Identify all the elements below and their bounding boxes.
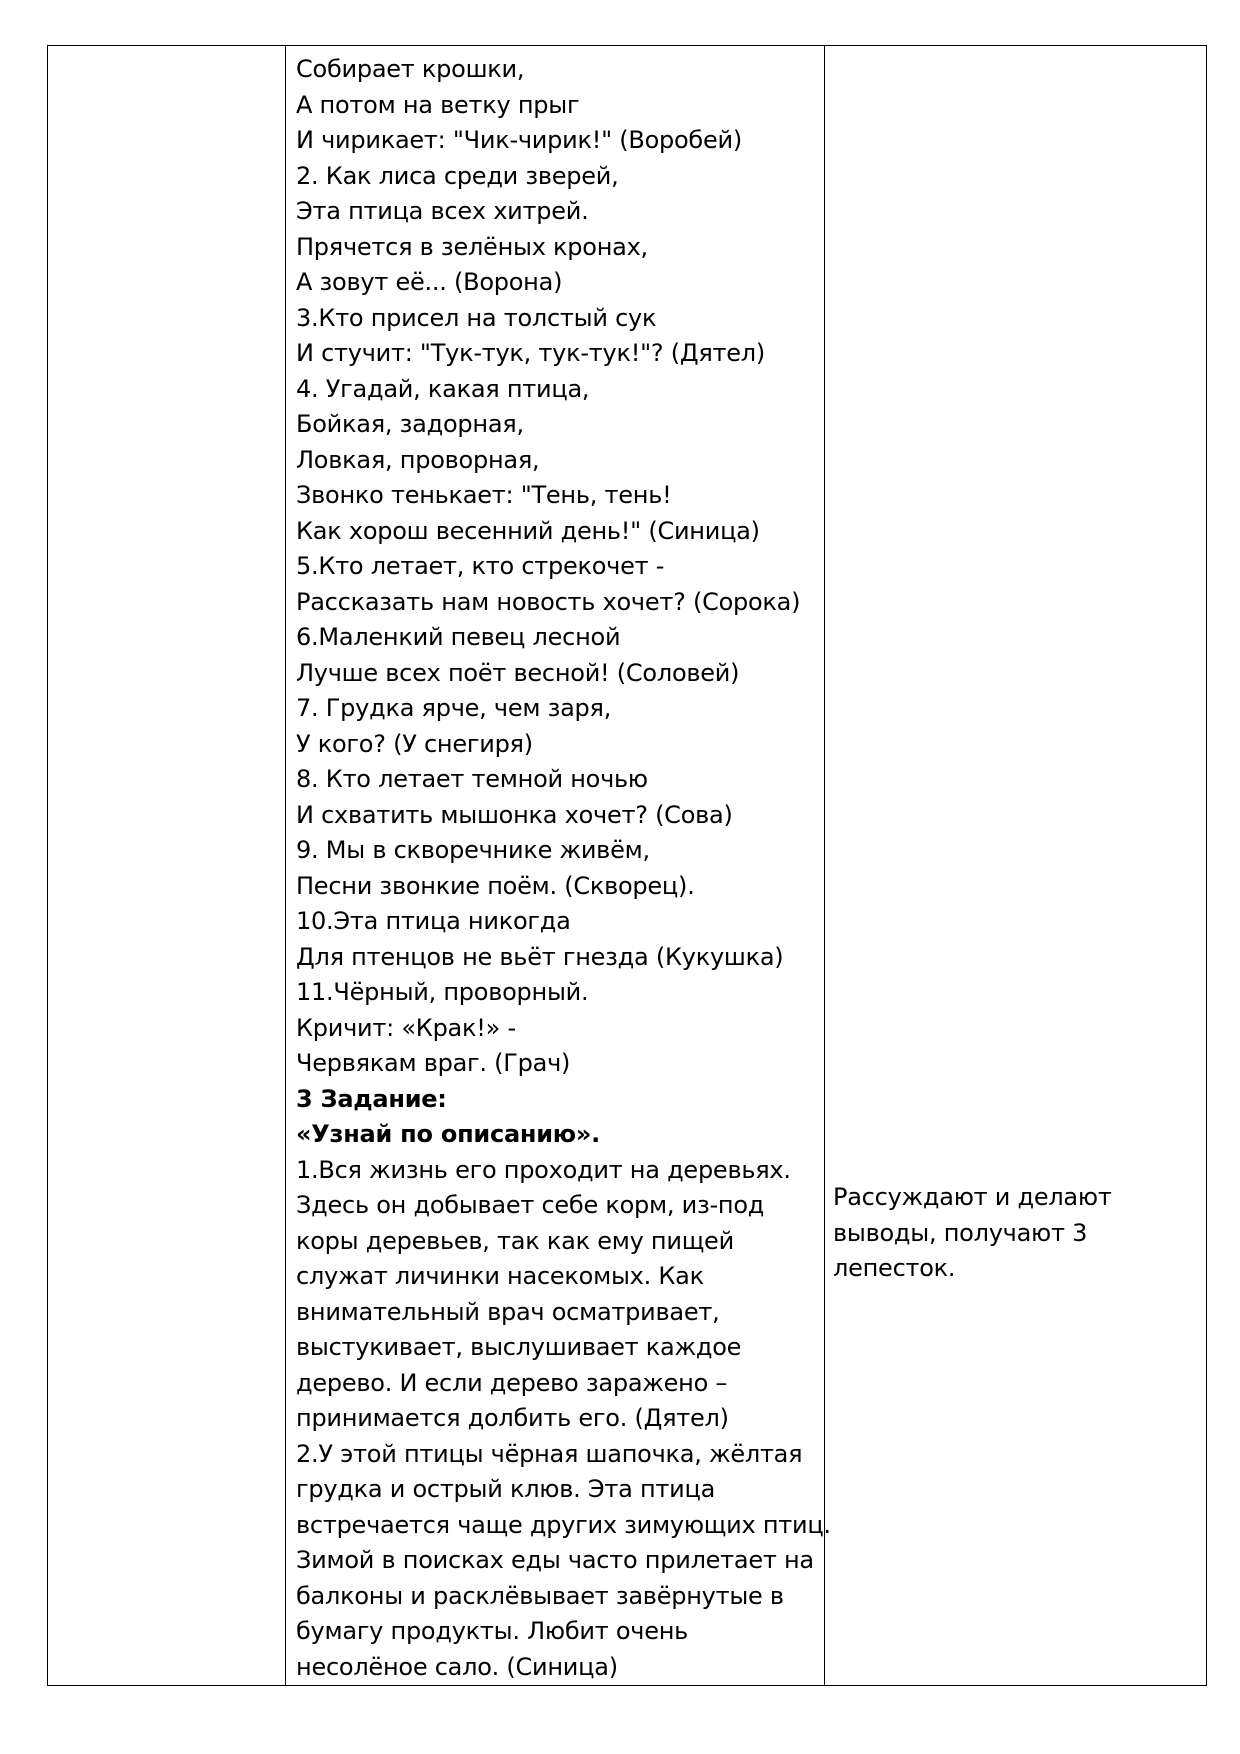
text-line: Звонко тенькает: "Тень, тень!	[296, 481, 672, 509]
text-line: встречается чаще других зимующих птиц.	[296, 1510, 831, 1539]
lesson-table	[47, 45, 1207, 1686]
text-line: 9. Мы в скворечнике живём,	[296, 836, 650, 864]
text-line: 2. Как лиса среди зверей,	[296, 161, 619, 190]
text-line: Эта птица всех хитрей.	[296, 197, 589, 225]
text-line: дерево. И если дерево заражено –	[296, 1368, 728, 1397]
text-line: 6.Маленкий певец лесной	[296, 623, 621, 651]
text-line: 11.Чёрный, проворный.	[296, 978, 589, 1006]
text-line: Песни звонкие поём. (Скворец).	[296, 871, 695, 900]
text-line: Рассказать нам новость хочет? (Сорока)	[296, 587, 801, 616]
result-text-line: выводы, получают 3	[833, 1218, 1088, 1247]
right-column-text	[833, 1180, 1203, 1287]
text-line: Ловкая, проворная,	[296, 445, 540, 474]
text-line: балконы и расклёвывает завёрнутые в	[296, 1581, 784, 1610]
text-line: Бойкая, задорная,	[296, 410, 524, 438]
middle-column-text	[286, 46, 831, 1685]
middle-column-cell	[286, 46, 831, 1686]
text-line: 5.Кто летает, кто стрекочет -	[296, 552, 665, 580]
text-line: И схватить мышонка хочет? (Сова)	[296, 800, 733, 829]
table-row	[48, 46, 1207, 1686]
text-line: Для птенцов не вьёт гнезда (Кукушка)	[296, 942, 784, 971]
text-line: 2.У этой птицы чёрная шапочка, жёлтая	[296, 1439, 803, 1468]
text-line: грудка и острый клюв. Эта птица	[296, 1475, 716, 1503]
text-line: Червякам враг. (Грач)	[296, 1049, 571, 1077]
text-line: И чирикает: "Чик-чирик!" (Воробей)	[296, 126, 742, 154]
text-line: 8. Кто летает темной ночью	[296, 765, 648, 793]
text-line: А зовут её... (Ворона)	[296, 268, 563, 296]
text-line: Собирает крошки,	[296, 55, 525, 83]
text-line: Как хорош весенний день!" (Синица)	[296, 516, 760, 545]
text-line: Зимой в поисках еды часто прилетает на	[296, 1546, 814, 1574]
text-line: А потом на ветку прыг	[296, 90, 580, 119]
task-heading-line: 3 Задание:	[296, 1084, 447, 1113]
text-line: 3.Кто присел на толстый сук	[296, 303, 657, 332]
text-line: 7. Грудка ярче, чем заря,	[296, 694, 612, 722]
text-line: 4. Угадай, какая птица,	[296, 374, 590, 403]
text-line: 10.Эта птица никогда	[296, 907, 571, 935]
text-line: Прячется в зелёных кронах,	[296, 232, 648, 261]
text-line: принимается долбить его. (Дятел)	[296, 1404, 729, 1432]
text-line: коры деревьев, так как ему пищей	[296, 1226, 734, 1255]
result-text-line: Рассуждают и делают	[833, 1183, 1112, 1211]
result-text-line: лепесток.	[833, 1254, 956, 1282]
text-line: И стучит: "Тук-тук, тук-тук!"? (Дятел)	[296, 339, 765, 367]
text-line: Лучше всех поёт весной! (Соловей)	[296, 658, 740, 687]
text-line: бумагу продукты. Любит очень	[296, 1617, 689, 1645]
text-line: Кричит: «Крак!» -	[296, 1013, 516, 1042]
text-line: 1.Вся жизнь его проходит на деревьях.	[296, 1155, 791, 1184]
right-column-cell	[825, 46, 1207, 1686]
text-line: служат личинки насекомых. Как	[296, 1262, 704, 1290]
text-line: внимательный врач осматривает,	[296, 1297, 720, 1326]
text-line: несолёное сало. (Синица)	[296, 1652, 618, 1681]
text-line: Здесь он добывает себе корм, из-под	[296, 1191, 765, 1219]
text-line: выстукивает, выслушивает каждое	[296, 1333, 742, 1361]
task-heading-line: «Узнай по описанию».	[296, 1120, 600, 1148]
left-column-cell	[48, 46, 286, 1686]
text-line: У кого? (У снегиря)	[296, 729, 533, 758]
